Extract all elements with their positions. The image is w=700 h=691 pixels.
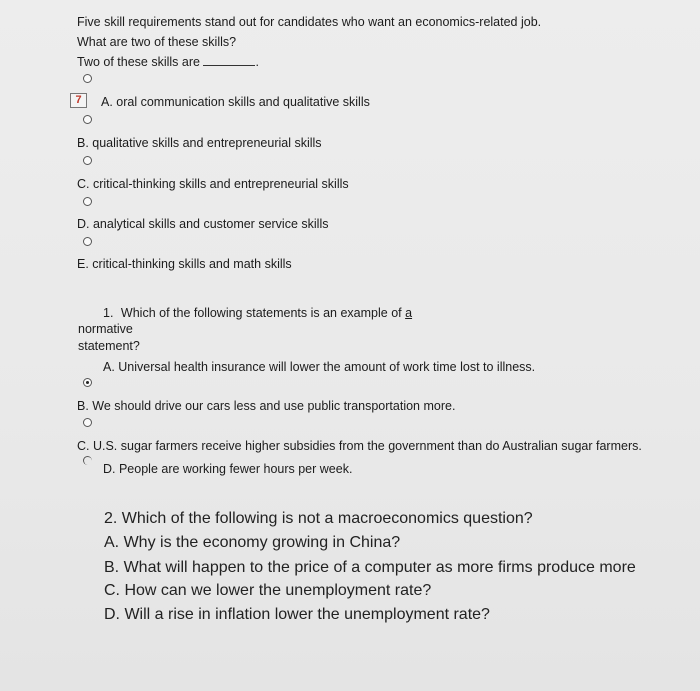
normative-option-d: D. People are working fewer hours per week. [103,462,353,476]
normative-question-line3: statement? [78,339,140,353]
radio-option-d[interactable] [83,197,92,206]
normative-question-line1 [103,306,412,320]
macro-option-a: A. Why is the economy growing in China? [104,534,401,551]
normative-option-c: C. U.S. sugar farmers receive higher subsidies from the government than do Australian sugar farmers. [77,439,642,453]
question-text: Which of the following statements is an example of [120,306,402,320]
stem-end: . [255,55,259,69]
macro-option-b: B. What will happen to the price of a computer as more firms produce more [104,559,636,576]
macro-option-d: D. Will a rise in inflation lower the unemployment rate? [104,606,490,623]
radio-option-b[interactable] [83,115,92,124]
question-number: 1. [103,306,114,320]
answer-badge: 7 [70,93,87,108]
question-text-end: a [405,306,413,320]
normative-option-b: B. We should drive our cars less and use public transportation more. [77,399,456,413]
radio-option-c[interactable] [83,156,92,165]
skills-option-c: C. critical-thinking skills and entrepreneurial skills [77,177,349,191]
radio-option-e[interactable] [83,237,92,246]
answer-blank [203,54,255,66]
radio-normative-c[interactable] [83,456,92,465]
skills-option-a: A. oral communication skills and qualitative skills [101,95,370,109]
skills-option-d: D. analytical skills and customer service skills [77,217,329,231]
radio-normative-a-selected[interactable] [83,378,92,387]
skills-question-line2: What are two of these skills? [77,35,237,49]
skills-question-line1: Five skill requirements stand out for candidates who want an economics-related job. [77,15,542,29]
skills-question-stem [77,54,259,69]
radio-normative-b[interactable] [83,418,92,427]
radio-option-a[interactable] [83,74,92,83]
macro-option-c: C. How can we lower the unemployment rate? [104,582,432,599]
normative-question-line2: normative [78,322,133,336]
normative-option-a: A. Universal health insurance will lower the amount of work time lost to illness. [103,360,536,374]
stem-text: Two of these skills are [77,55,200,69]
macro-question: 2. Which of the following is not a macroeconomics question? [104,510,533,527]
skills-option-b: B. qualitative skills and entrepreneurial skills [77,136,322,150]
skills-option-e: E. critical-thinking skills and math skills [77,257,292,271]
